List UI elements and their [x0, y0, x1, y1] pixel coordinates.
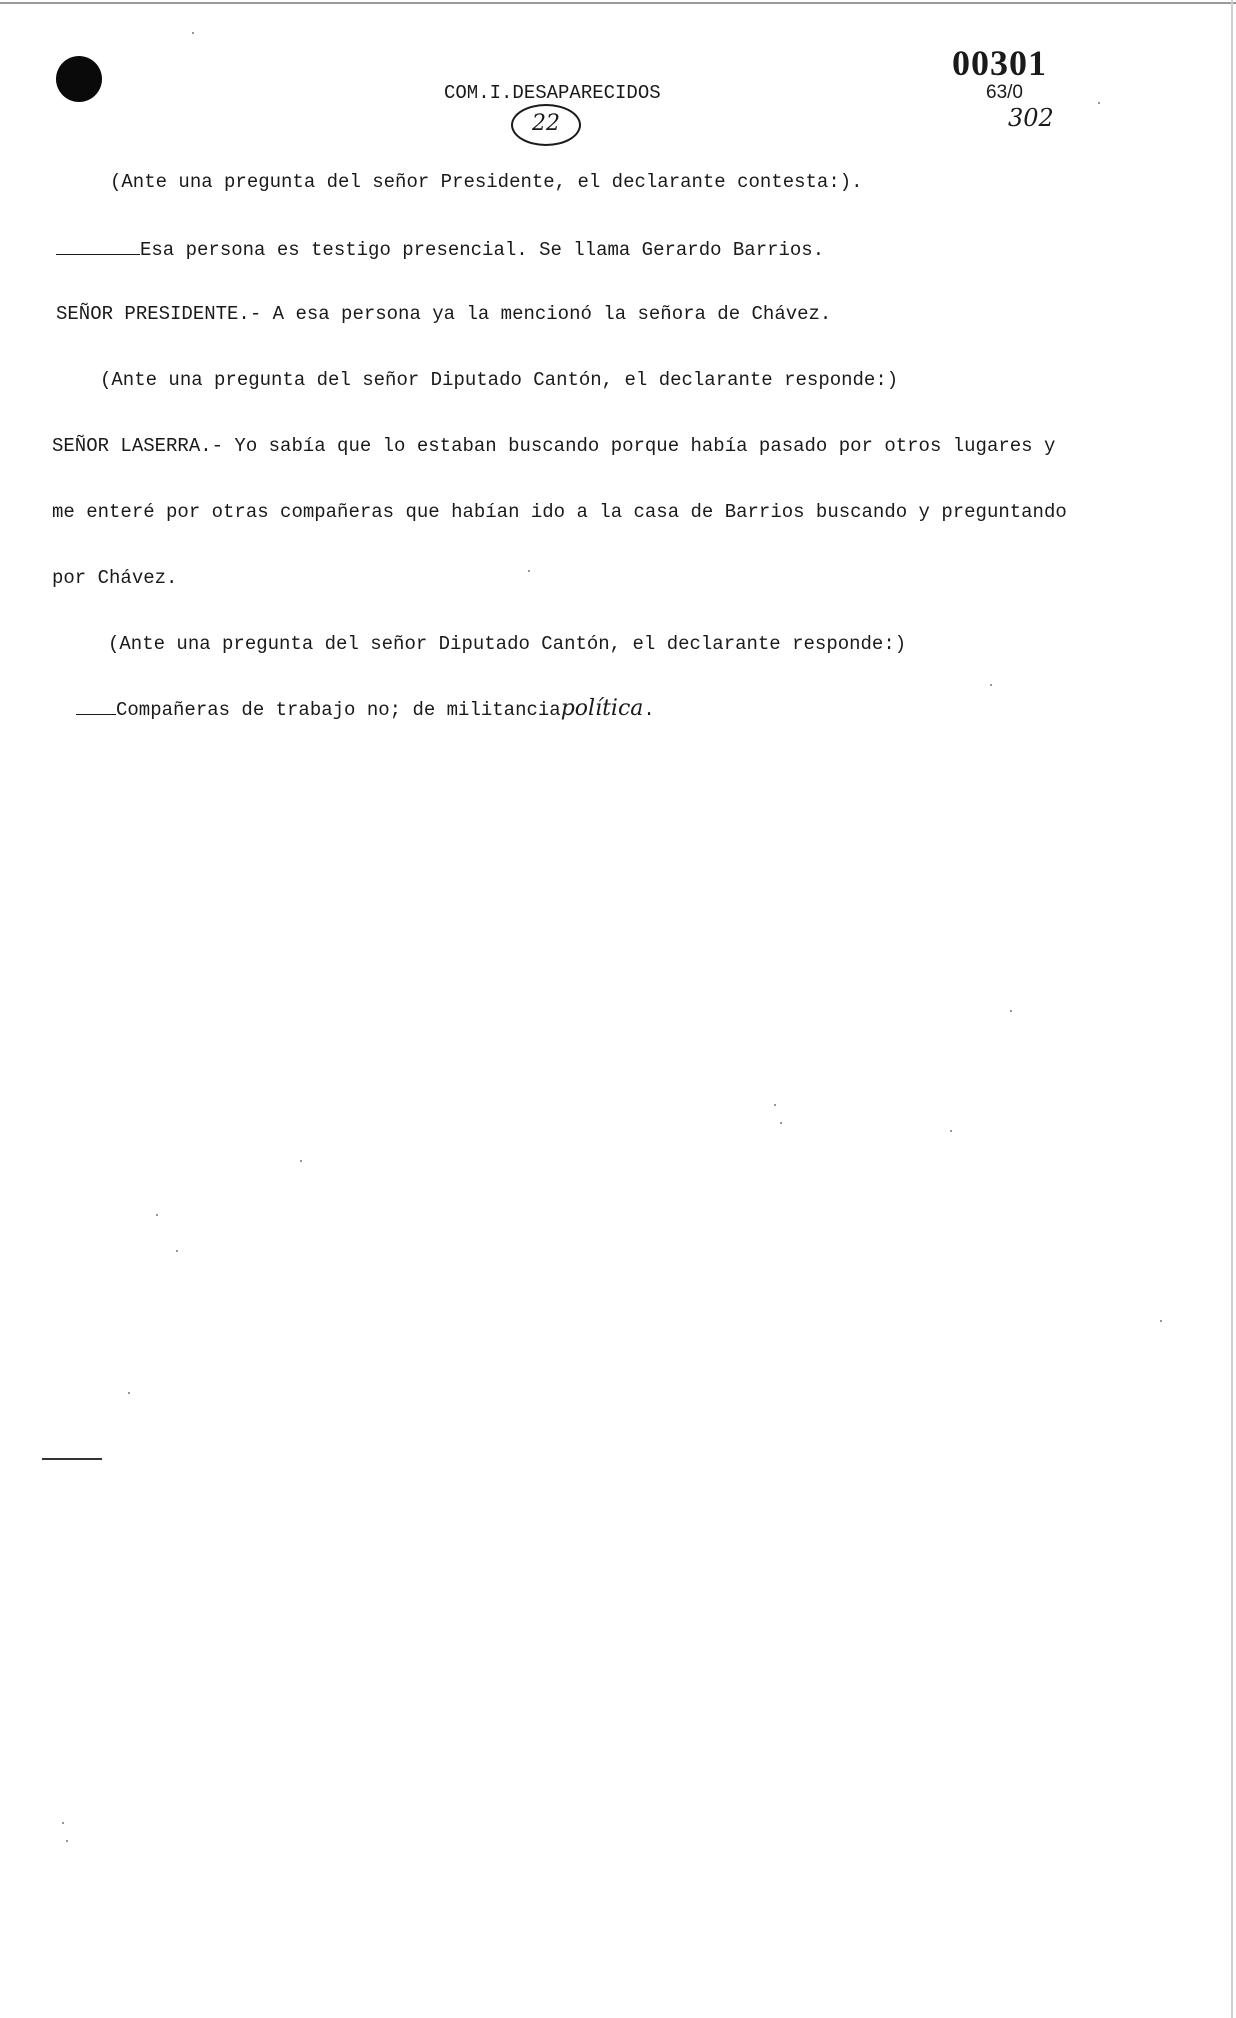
paragraph-laserra-line-2: me enteré por otras compañeras que habían ido a la casa de Barrios buscando y preguntando — [52, 501, 1067, 523]
folder-code: 63/0 — [986, 82, 1023, 103]
scan-speck — [1098, 102, 1100, 104]
scan-speck — [1160, 1320, 1162, 1322]
right-edge-shadow — [1231, 0, 1233, 2018]
scan-speck — [192, 32, 194, 34]
answer-dash-line — [56, 236, 140, 255]
scan-speck — [950, 1130, 952, 1132]
scan-speck — [528, 570, 530, 572]
paragraph-question-canton-2: (Ante una pregunta del señor Diputado Cantón, el declarante responde:) — [108, 633, 907, 655]
scan-speck — [128, 1392, 130, 1394]
handwritten-page-number: 302 — [1008, 104, 1054, 132]
witness-answer-text: Esa persona es testigo presencial. Se llama Gerardo Barrios. — [140, 239, 825, 261]
bottom-scan-mark — [42, 1458, 102, 1460]
scan-speck — [66, 1840, 68, 1842]
document-number-stamp: 00301 — [952, 43, 1047, 83]
top-edge-rule — [0, 2, 1236, 4]
scan-speck — [62, 1822, 64, 1824]
scan-speck — [176, 1250, 178, 1252]
circled-folio-number: 22 — [511, 104, 581, 146]
scan-speck — [780, 1122, 782, 1124]
paragraph-laserra-line-1: SEÑOR LASERRA.- Yo sabía que lo estaban buscando porque había pasado por otros lugares y — [52, 435, 1056, 457]
scan-speck — [774, 1104, 776, 1106]
paragraph-question-president: (Ante una pregunta del señor Presidente, el declarante contesta:). — [110, 171, 863, 193]
scan-speck — [156, 1214, 158, 1216]
paragraph-question-canton-1: (Ante una pregunta del señor Diputado Cantón, el declarante responde:) — [100, 369, 899, 391]
final-answer-text: Compañeras de trabajo no; de militancia — [116, 699, 561, 721]
final-period: . — [643, 699, 655, 721]
handwritten-insertion: política — [560, 696, 644, 721]
header-title: COM.I.DESAPARECIDOS — [444, 82, 661, 104]
scan-speck — [1010, 1010, 1012, 1012]
answer-dash-line — [76, 696, 116, 715]
paragraph-final-answer — [76, 696, 655, 722]
scan-speck — [300, 1160, 302, 1162]
scan-speck — [990, 684, 992, 686]
paragraph-laserra-line-3: por Chávez. — [52, 567, 178, 589]
paragraph-witness-answer — [56, 236, 824, 262]
punch-hole-mark — [56, 56, 102, 102]
paragraph-president-remark: SEÑOR PRESIDENTE.- A esa persona ya la mencionó la señora de Chávez. — [56, 303, 832, 325]
